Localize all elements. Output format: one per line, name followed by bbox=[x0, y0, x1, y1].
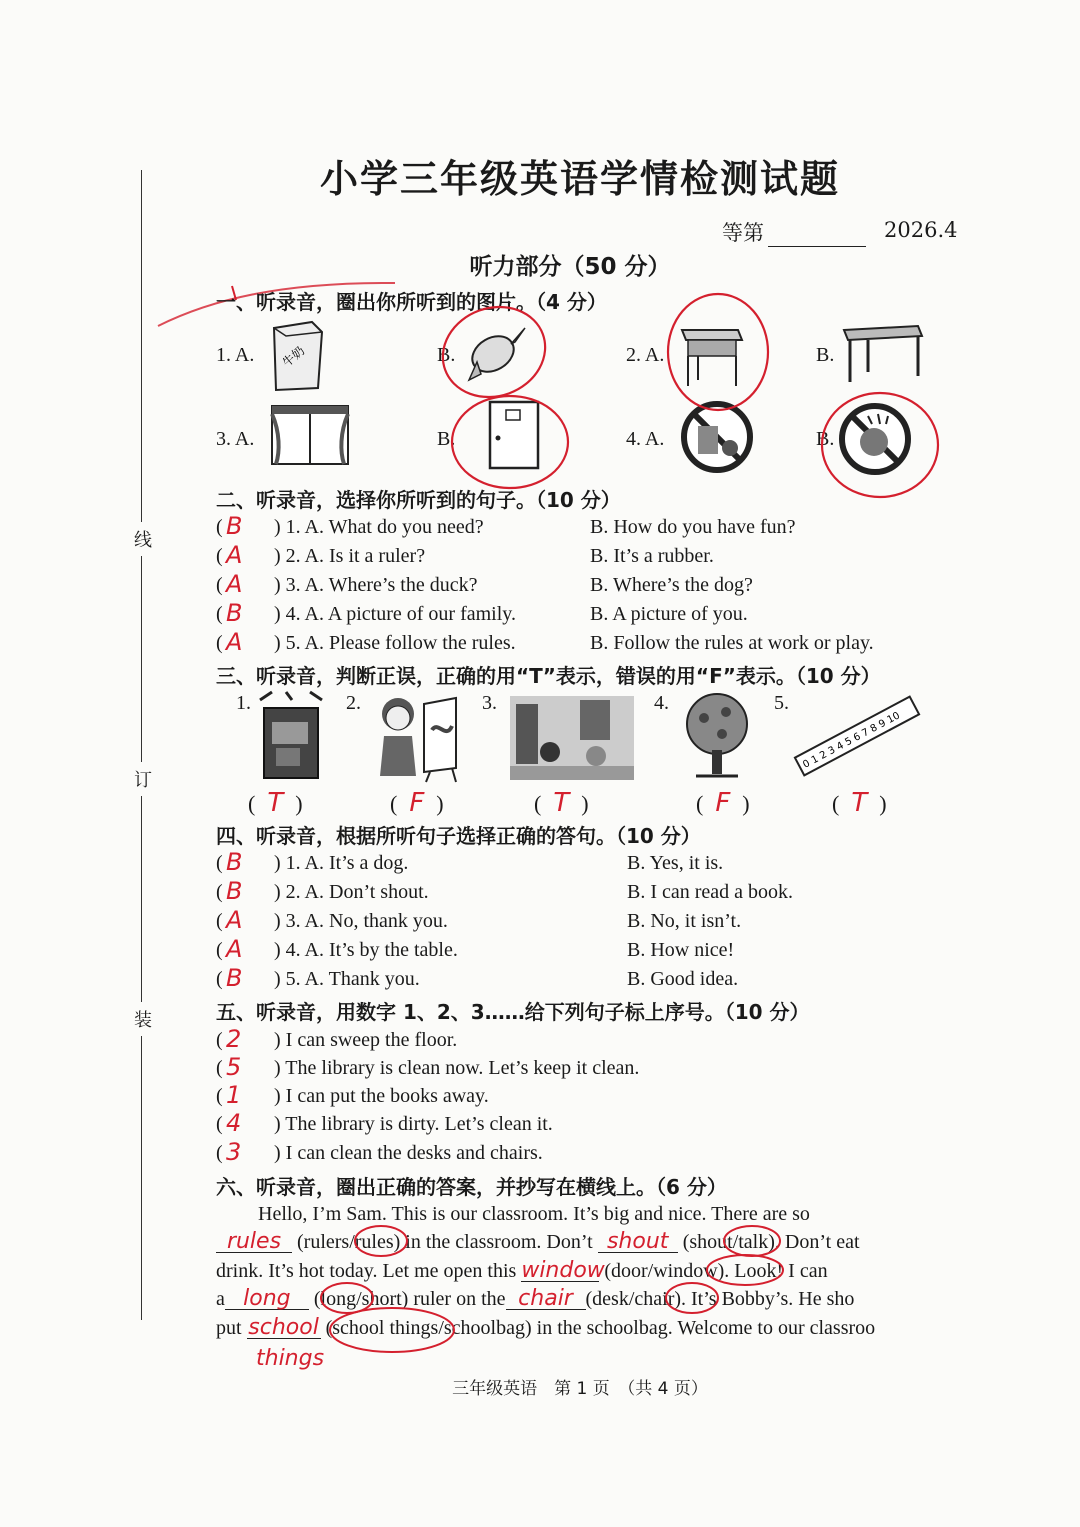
s5-answer-3: 1 bbox=[226, 1081, 242, 1109]
s2-row-2: ( A ) 2. A. Is it a ruler? bbox=[216, 541, 426, 569]
blank-chair: chair bbox=[506, 1289, 586, 1310]
s4-row-3: ( A ) 3. A. No, thank you. bbox=[216, 906, 448, 934]
section1-heading: 一、听录音，圈出你所听到的图片。（4 分） bbox=[216, 290, 607, 314]
s5-row-1: ( 2 ) I can sweep the floor. bbox=[216, 1025, 458, 1053]
s2-option-b-3: B. Where’s the dog? bbox=[590, 574, 753, 596]
s2-row-1: ( B ) 1. A. What do you need? bbox=[216, 512, 484, 540]
s1-label-4b: B. bbox=[816, 428, 835, 450]
s3-answer-5: ( T ) bbox=[832, 788, 887, 818]
s2-row-3: ( A ) 3. A. Where’s the duck? bbox=[216, 570, 478, 598]
section3-heading: 三、听录音，判断正误，正确的用“T”表示，错误的用“F”表示。（10 分） bbox=[216, 664, 881, 688]
s2-answer-3: A bbox=[226, 570, 243, 598]
s5-answer-4: 4 bbox=[226, 1109, 242, 1137]
s1-label-4a: 4. A. bbox=[626, 428, 665, 450]
s1-label-2b: B. bbox=[816, 344, 835, 366]
s5-row-3: ( 1 ) I can put the books away. bbox=[216, 1081, 489, 1109]
s4-answer-5: B bbox=[226, 964, 243, 992]
s5-row-4: ( 4 ) The library is dirty. Let’s clean it. bbox=[216, 1109, 553, 1137]
blank-long: long bbox=[225, 1289, 309, 1310]
s3-answer-1: ( T ) bbox=[248, 788, 303, 818]
s2-option-b-2: B. It’s a rubber. bbox=[590, 545, 714, 567]
s3-num-4: 4. bbox=[654, 692, 669, 714]
s1-label-1a: 1. A. bbox=[216, 344, 255, 366]
exam-date: 2026.4 bbox=[884, 218, 958, 242]
s5-answer-5: 3 bbox=[226, 1138, 242, 1166]
s2-answer-4: B bbox=[226, 599, 243, 627]
blank-shout: shout bbox=[598, 1232, 678, 1253]
s2-option-b-4: B. A picture of you. bbox=[590, 603, 748, 625]
s4-option-b-4: B. How nice! bbox=[627, 939, 735, 961]
s1-label-2a: 2. A. bbox=[626, 344, 665, 366]
s2-row-5: ( A ) 5. A. Please follow the rules. bbox=[216, 628, 516, 656]
blank-rules: rules bbox=[216, 1232, 292, 1253]
section5-heading: 五、听录音，用数字 1、2、3……给下列句子标上序号。（10 分） bbox=[216, 1000, 810, 1024]
s4-answer-2: B bbox=[226, 877, 243, 905]
section2-heading: 二、听录音，选择你所听到的句子。（10 分） bbox=[216, 488, 621, 512]
s4-row-4: ( A ) 4. A. It’s by the table. bbox=[216, 935, 458, 963]
s1-label-3a: 3. A. bbox=[216, 428, 255, 450]
s4-answer-3: A bbox=[226, 906, 243, 934]
s2-option-b-1: B. How do you have fun? bbox=[590, 516, 796, 538]
margin-char-ding: 订 bbox=[134, 762, 152, 796]
s6-line-2: rules (rulers/rules) in the classroom. Don’t shout (shout/talk). Don’t eat bbox=[216, 1231, 860, 1254]
s3-answer-3: ( T ) bbox=[534, 788, 589, 818]
s5-row-5: ( 3 ) I can clean the desks and chairs. bbox=[216, 1138, 543, 1166]
s3-num-5: 5. bbox=[774, 692, 789, 714]
s4-option-b-1: B. Yes, it is. bbox=[627, 852, 724, 874]
s6-line-1: Hello, I’m Sam. This is our classroom. It’s big and nice. There are so bbox=[258, 1203, 810, 1225]
s5-row-2: ( 5 ) The library is clean now. Let’s keep it clean. bbox=[216, 1053, 640, 1081]
s4-row-1: ( B ) 1. A. It’s a dog. bbox=[216, 848, 409, 876]
page-footer: 三年级英语 第 1 页 （共 4 页） bbox=[452, 1379, 708, 1399]
milk-text: 牛奶 bbox=[279, 343, 308, 370]
margin-char-xian: 线 bbox=[134, 522, 152, 556]
section6-heading: 六、听录音，圈出正确的答案，并抄写在横线上。（6 分） bbox=[216, 1175, 727, 1199]
section4-heading: 四、听录音，根据所听句子选择正确的答句。（10 分） bbox=[216, 824, 701, 848]
s2-option-b-5: B. Follow the rules at work or play. bbox=[590, 632, 874, 654]
s5-answer-2: 5 bbox=[226, 1053, 242, 1081]
s4-answer-4: A bbox=[226, 935, 243, 963]
s1-label-1b: B. bbox=[437, 344, 456, 366]
s2-answer-1: B bbox=[226, 512, 243, 540]
s4-row-2: ( B ) 2. A. Don’t shout. bbox=[216, 877, 429, 905]
s6-line-3: drink. It’s hot today. Let me open this window (door/window). Look! I can bbox=[216, 1258, 828, 1283]
s4-option-b-2: B. I can read a book. bbox=[627, 881, 794, 903]
exam-title: 小学三年级英语学情检测试题 bbox=[319, 157, 840, 201]
s3-num-1: 1. bbox=[236, 692, 251, 714]
part-title: 听力部分（50 分） bbox=[469, 254, 671, 280]
blank-window: window bbox=[521, 1258, 605, 1283]
s2-row-4: ( B ) 4. A. A picture of our family. bbox=[216, 599, 516, 627]
blank-school-things: school bbox=[248, 1315, 319, 1340]
s3-answer-2: ( F ) bbox=[390, 788, 444, 818]
s3-num-2: 2. bbox=[346, 692, 361, 714]
ruler-numbers: 0 1 2 3 4 5 6 7 8 9 10 bbox=[801, 710, 902, 771]
s1-label-3b: B. bbox=[437, 428, 456, 450]
s4-option-b-5: B. Good idea. bbox=[627, 968, 739, 990]
s6-line-5: put school (school things/schoolbag) in the schoolbag. Welcome to our classroo bbox=[216, 1315, 876, 1340]
s6-line-4: a long (long/short) ruler on the chair (desk/chair). It’s Bobby’s. He sho bbox=[216, 1286, 855, 1311]
s4-answer-1: B bbox=[226, 848, 243, 876]
s2-answer-2: A bbox=[226, 541, 243, 569]
grade-label: 等第 bbox=[722, 221, 764, 245]
margin-char-zhuang: 装 bbox=[134, 1002, 152, 1036]
s4-option-b-3: B. No, it isn’t. bbox=[627, 910, 742, 932]
handwritten-things: things bbox=[256, 1346, 325, 1371]
s4-row-5: ( B ) 5. A. Thank you. bbox=[216, 964, 420, 992]
s3-answer-4: ( F ) bbox=[696, 788, 750, 818]
s3-num-3: 3. bbox=[482, 692, 497, 714]
s5-answer-1: 2 bbox=[226, 1025, 242, 1053]
s2-answer-5: A bbox=[226, 628, 243, 656]
